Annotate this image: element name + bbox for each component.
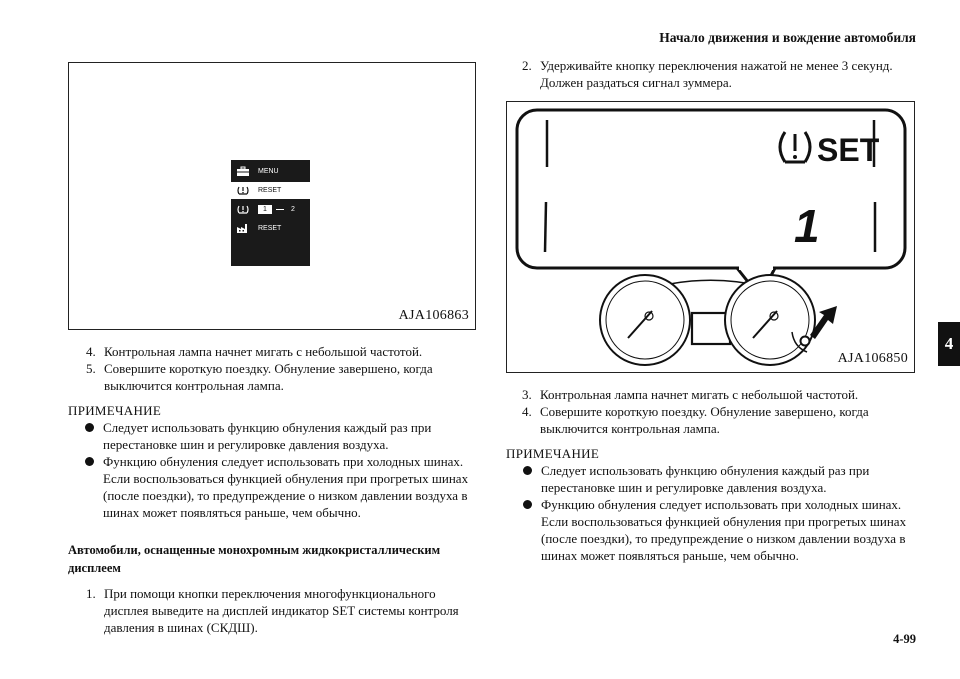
note-bullet: Функцию обнуления следует использовать при холодных шинах. Если воспользоваться функцией обнуления при прогретых шинах (после поездки), то предупреждение о низком давлении воздуха в шинах может появляться раньше, чем обычно. [521,496,917,564]
counter-current: 1 [258,205,272,214]
counter-total: 2 [291,206,295,213]
step-number: 4. [86,344,96,359]
menu-label-reset: RESET [258,187,282,194]
step-number: 5. [86,361,96,376]
note-heading: ПРИМЕЧАНИЕ [506,446,600,461]
step-text: Контрольная лампа начнет мигать с небольшой частотой. [540,387,859,402]
figure-lcd-display [506,101,915,373]
page-header-title: Начало движения и вождение автомобиля [659,30,916,45]
step-text: При помощи кнопки переключения многофункционального дисплея выведите на дисплей индикатор SET системы контроля давления в шинах (СКДШ). [104,586,459,635]
tire-pressure-icon [236,204,250,215]
step-text: Совершите короткую поездку. Обнуление завершено, когда выключится контрольная лампа. [540,404,869,436]
note-bullets [83,419,478,521]
menu-screen [231,160,310,266]
step-item [522,57,918,91]
menu-row-factory-reset [231,220,310,237]
lcd-set-text: SET [817,132,880,168]
figure-label: AJA106863 [398,308,469,323]
toolbox-icon [236,166,250,177]
subsection-title: Автомобили, оснащенные монохромным жидкокристаллическим дисплеем [68,543,441,575]
speedometer-gauge [600,275,690,365]
chapter-tab: 4 [938,322,960,366]
note-bullet: Следует использовать функцию обнуления каждый раз при перестановке шин и регулировке давления воздуха. [521,462,917,496]
figure-menu-display [68,62,476,330]
left-steps [86,343,482,394]
switch-button [801,337,810,346]
step-item-body [86,585,482,636]
step-item-body [522,57,918,91]
note-bullets [521,462,917,564]
step-item [522,386,918,403]
step-item [86,343,482,360]
figure-label: AJA106850 [837,351,908,366]
step-item [86,360,482,394]
lcd-digit: 1 [794,200,820,252]
tire-pressure-icon [236,185,250,196]
step-text: Контрольная лампа начнет мигать с небольшой частотой. [104,344,423,359]
counter-divider [276,209,284,210]
menu-label-reset-2: RESET [258,225,282,232]
step-item [86,585,482,636]
step-text: Удерживайте кнопку переключения нажатой не менее 3 секунд. Должен раздаться сигнал зуммера. [540,58,893,90]
step-number: 1. [86,586,96,601]
step-number: 4. [522,404,532,419]
note-bullet: Следует использовать функцию обнуления каждый раз при перестановке шин и регулировке давления воздуха. [83,419,478,453]
step-number: 2. [522,58,532,73]
step-number: 3. [522,387,532,402]
note-heading: ПРИМЕЧАНИЕ [68,403,162,418]
menu-label-menu: MENU [258,168,279,175]
note-bullet: Функцию обнуления следует использовать при холодных шинах. Если воспользоваться функцией обнуления при прогретых шинах (после поездки), то предупреждение о низком давлении воздуха в шинах может появляться раньше, чем обычно. [83,453,478,521]
right-steps [522,386,918,437]
step-item [522,403,918,437]
tachometer-gauge [725,275,815,365]
menu-row-reset-selected [231,182,310,199]
lcd-illustration [507,102,914,372]
factory-icon [236,223,250,234]
step-text: Совершите короткую поездку. Обнуление завершено, когда выключится контрольная лампа. [104,361,433,393]
menu-row-counter [231,201,310,218]
page-number: 4-99 [893,632,916,646]
menu-row-menu [231,163,310,180]
